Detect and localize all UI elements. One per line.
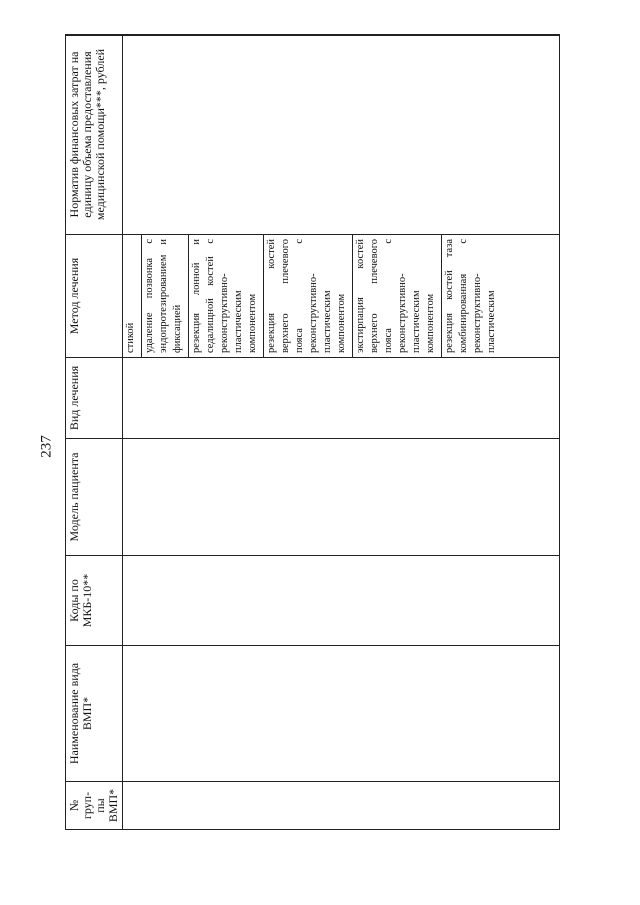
page-number: 237: [38, 435, 55, 458]
table-row: [123, 35, 560, 830]
method-item: экстирпация костей верхнего плечевого пояса с реконструктивно-пластическим компонентом: [353, 235, 442, 357]
rotated-table-wrapper: [65, 35, 560, 830]
table-header-row: [66, 35, 123, 830]
header-treatment-method: Метод лечения: [66, 235, 123, 358]
cell-treatment-type: [123, 358, 560, 439]
method-item: удаление позвонка с эндопротезированием и фиксацией: [142, 235, 189, 357]
header-icd-codes: Коды по МКБ-10**: [66, 556, 123, 646]
header-group-no: № груп-пы ВМП*: [66, 782, 123, 830]
cell-treatment-method: [123, 235, 560, 358]
header-cost-norm: Норматив финансовых затрат на единицу объема предоставления медицинской помощи***, рублей: [66, 35, 123, 235]
method-item: резекция лонной и седалищной костей с реконструктивно-пластическим компонентом: [189, 235, 264, 357]
header-treatment-type: Вид лечения: [66, 358, 123, 439]
header-vmp-name: Наименование вида ВМП*: [66, 646, 123, 782]
header-patient-model: Модель пациента: [66, 439, 123, 556]
method-item: резекция костей таза комбинированная с реконструктивно-пластическим: [444, 239, 497, 353]
cell-group-no: [123, 782, 560, 830]
method-list: [123, 235, 502, 357]
method-item: резекция костей верхнего плечевого пояса с реконструктивно-пластическим компонентом: [264, 235, 353, 357]
cell-vmp-name: [123, 646, 560, 782]
vmp-table: [65, 34, 560, 830]
cell-cost-norm: [123, 35, 560, 235]
method-item: стикой: [123, 235, 142, 357]
cell-icd-codes: [123, 556, 560, 646]
cell-patient-model: [123, 439, 560, 556]
